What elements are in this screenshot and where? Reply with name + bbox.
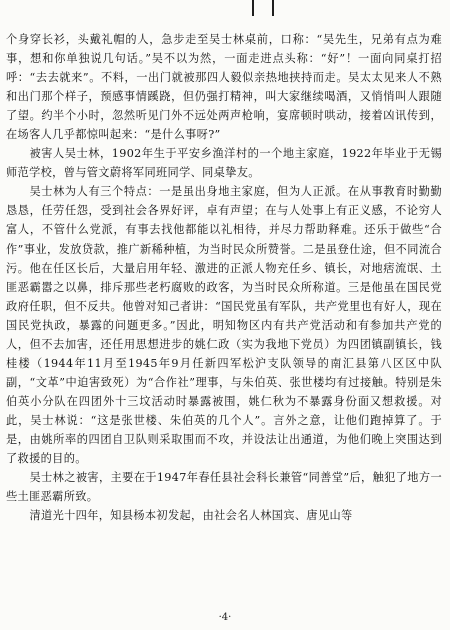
paragraph-3: 吴士林为人有三个特点：一是虽出身地主家庭，但为人正派。在从事教育时勤勤恳恳，任劳任怨，受到社会各界好评，卓有声望；在与人处事上有正义感，不论穷人富人，不管什么党派，有事去找他都能以礼相待，并尽力帮助释难。还乐于做些“合作”事业，发放贷款，推广新稀种植，为当时民众所赞誉。二是虽登仕途，但不同流合污。他在任区长后，大量启用年轻、激进的正派人物充任乡、镇长，对地痞流氓、土匪恶霸嚣之以鼻，排斥那些老朽腐败的政客，为当时民众所称道。三是他虽在国民党政府任职，但不反共。他曾对知己者讲：“国民党虽有军队，共产党里也有好人，现在国民党执政，暴露的问题更多。”因此，明知物区内有共产党活动和有参加共产党的人，但不去加害，还任用思想进步的姚仁政（实为我地下党员）为四团镇副镇长，钱桂楼（1944年11月至1945年9月任新四军松沪支队领导的南汇县第八区区中队副，“文革”中迫害致死）为“合作社”理事，与朱伯英、张世楼均有过接触。特别是朱伯英小分队在四团外十三坟活动时暴露被围，姚仁秋为不暴露身份面又想救援。对此，吴士林说：“这是张世楼、朱伯英的几个人”。言外之意，让他们跑掉算了。于是，由姚所率的四团自卫队则采取围而不攻，并设法让出通道，为他们晚上突围达到了救援的目的。 [6, 185, 442, 466]
page-number: ·4· [218, 612, 232, 623]
body-text [6, 30, 442, 525]
paragraph-2: 被害人吴士林，1902年生于平安乡渔洋村的一个地主家庭，1922年毕业于无锡师范学校，曾与管文蔚将军同班同学、同桌挚友。 [6, 147, 442, 180]
paragraph-1: 个身穿长衫，头戴礼帽的人，急步走至吴士林桌前，口称：“吴先生，兄弟有点为难事，想和你单独说几句话。”吴不以为然，一面走进点头称：“好”！一面向同桌打招呼：“去去就来”。不料，一出门就被那四人毅似亲热地挟持而走。吴太太见来人不熟和出门那个样子，预感事情蹊跷，但仍强打精神，叫大家继续喝酒，又悄悄叫人跟随了望。约半个小时，忽然听见门外不远处两声枪响，宴席顿时哄动，接着凶讯传到，在场客人几乎都惊叫起来：“是什么事呀?” [6, 33, 442, 142]
column-rule-right [272, 0, 274, 16]
paragraph-4: 吴士林之被害，主要在于1947年春任县社会科长兼管“同善堂”后，触犯了地方一些土匪恶霸所致。 [6, 471, 442, 504]
paragraph-5: 清道光十四年，知县杨本初发起，由社会名人林国宾、唐见山等 [29, 509, 353, 523]
column-rule-left [252, 0, 254, 16]
scan-top-edge [0, 0, 450, 18]
